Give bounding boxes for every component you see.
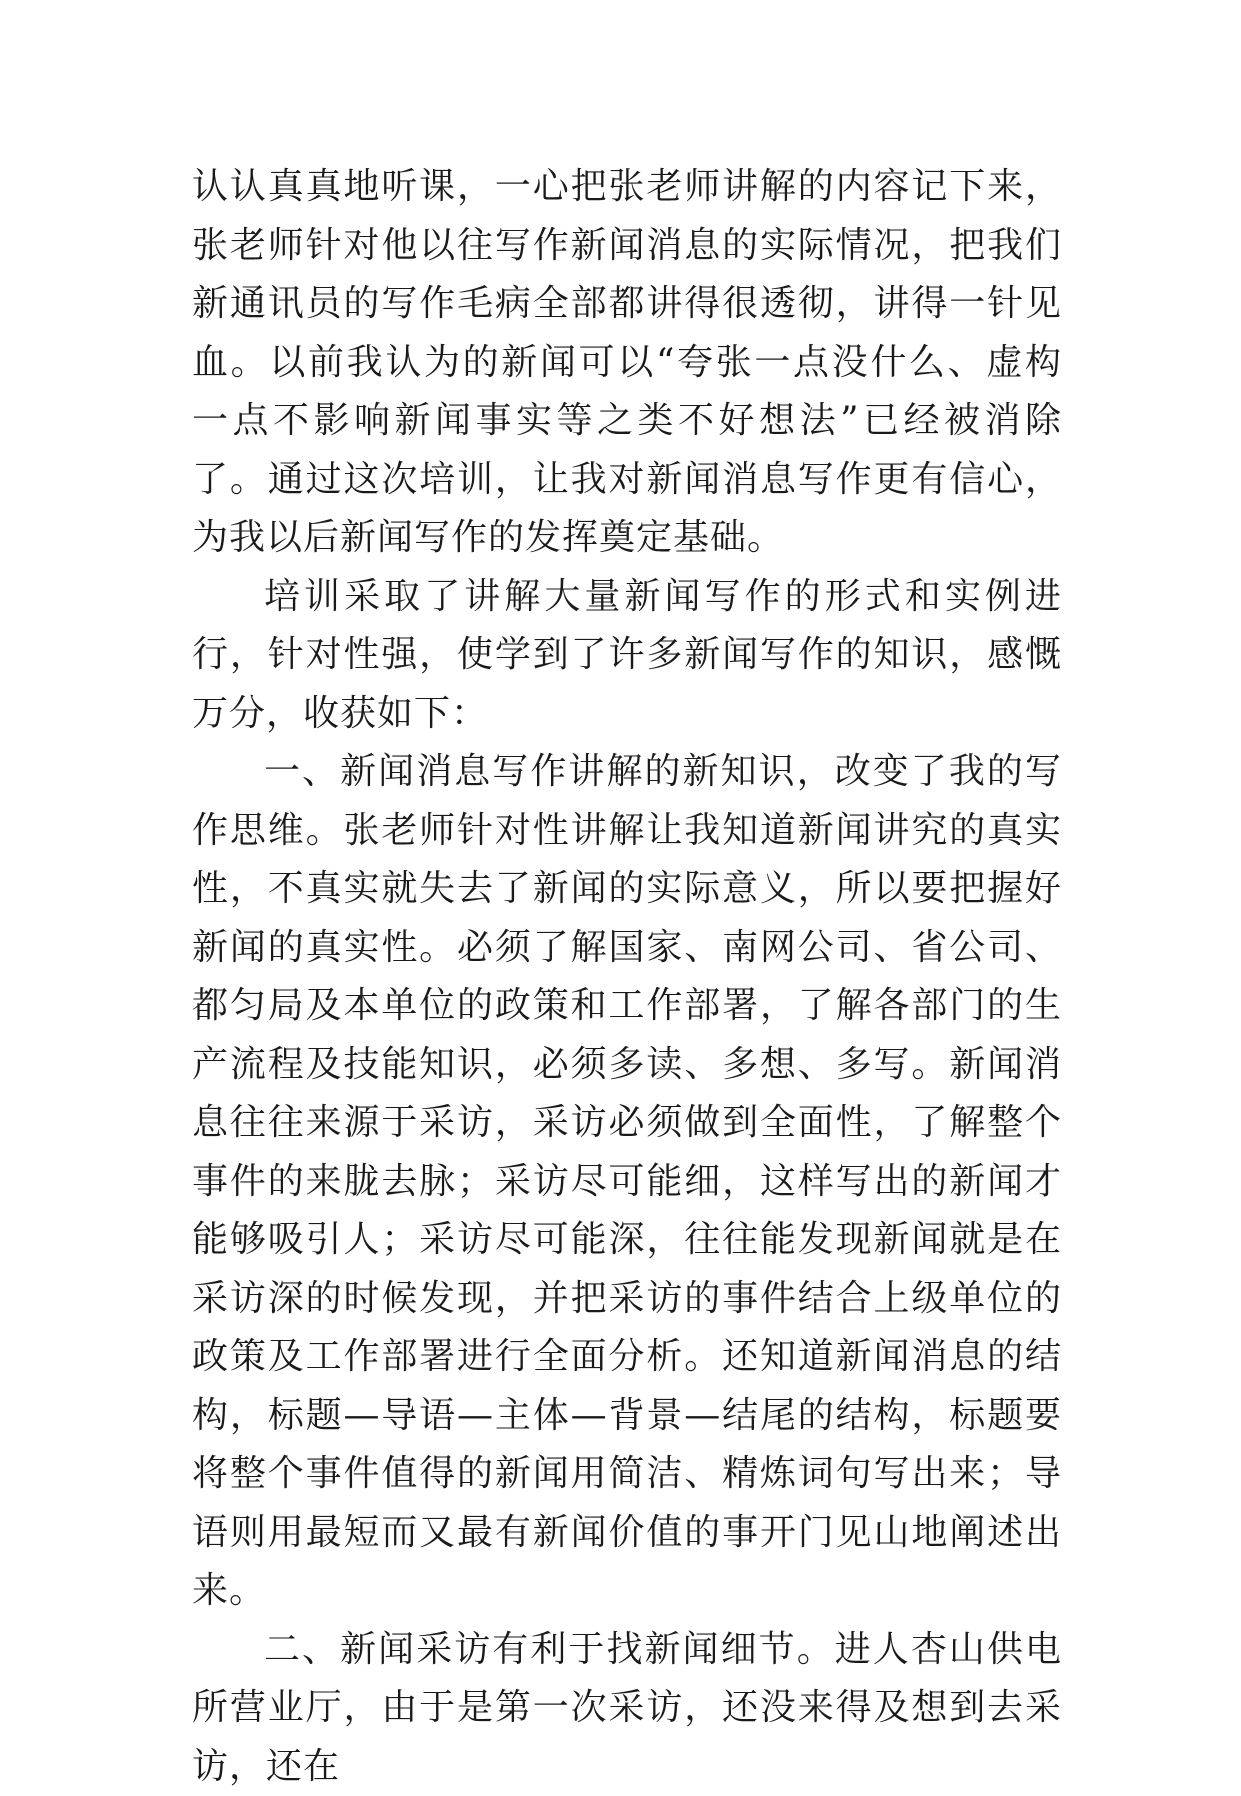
paragraph-2: 培训采取了讲解大量新闻写作的形式和实例进行，针对性强，使学到了许多新闻写作的知识，感慨万分，收获如下： xyxy=(192,568,1062,744)
paragraph-1: 认认真真地听课，一心把张老师讲解的内容记下来，张老师针对他以往写作新闻消息的实际情况，把我们新通讯员的写作毛病全部都讲得很透彻，讲得一针见血。以前我认为的新闻可以“夸张一点没什么、虚构一点不影响新闻事实等之类不好想法”已经被消除了。通过这次培训，让我对新闻消息写作更有信心，为我以后新闻写作的发挥奠定基础。 xyxy=(192,158,1062,568)
paragraph-3: 一、新闻消息写作讲解的新知识，改变了我的写作思维。张老师针对性讲解让我知道新闻讲究的真实性，不真实就失去了新闻的实际意义，所以要把握好新闻的真实性。必须了解国家、南网公司、省公司、都匀局及本单位的政策和工作部署，了解各部门的生产流程及技能知识，必须多读、多想、多写。新闻消息往往来源于采访，采访必须做到全面性，了解整个事件的来胧去脉；采访尽可能细，这样写出的新闻才能够吸引人；采访尽可能深，往往能发现新闻就是在采访深的时候发现，并把采访的事件结合上级单位的政策及工作部署进行全面分析。还知道新闻消息的结构，标题—导语—主体—背景—结尾的结构，标题要将整个事件值得的新闻用简洁、精炼词句写出来；导语则用最短而又最有新闻价值的事开门见山地阐述出来。 xyxy=(192,743,1062,1621)
document-body xyxy=(192,158,1062,1796)
paragraph-4: 二、新闻采访有利于找新闻细节。进人杏山供电所营业厅，由于是第一次采访，还没来得及想到去采访，还在 xyxy=(192,1621,1062,1796)
